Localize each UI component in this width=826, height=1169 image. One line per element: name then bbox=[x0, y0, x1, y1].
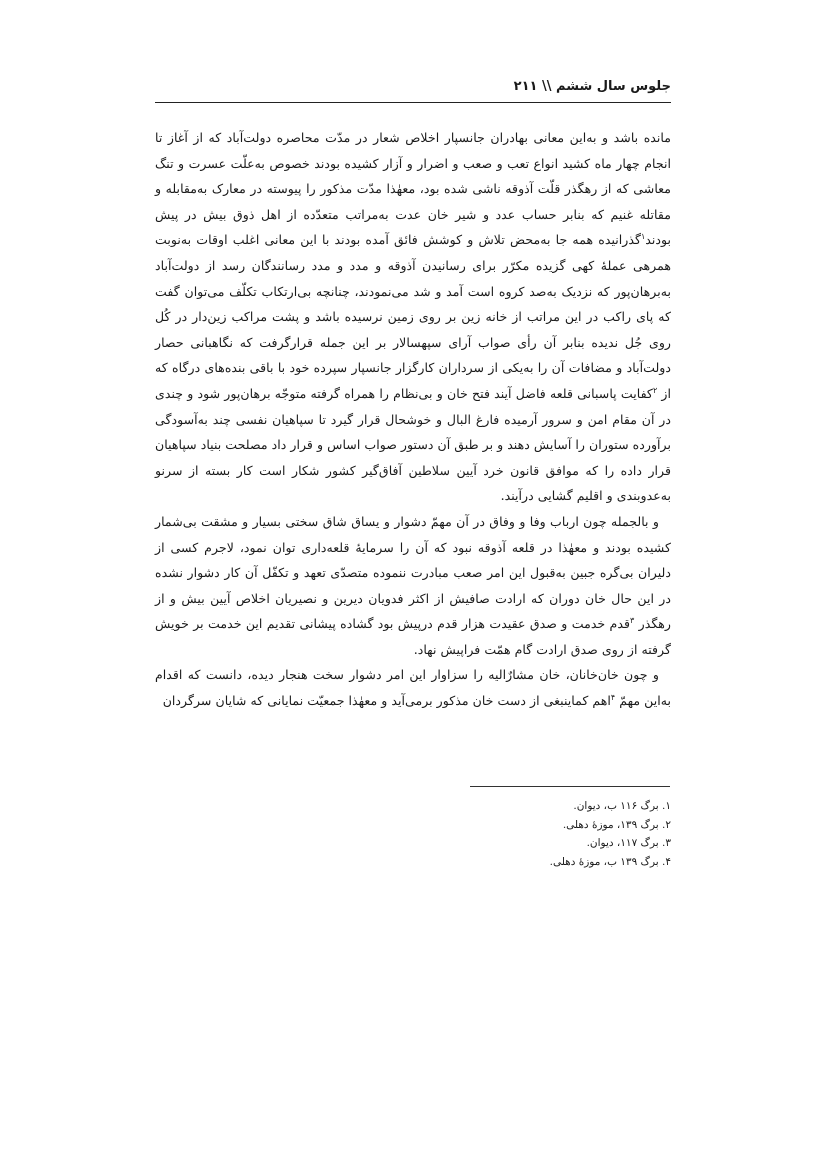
header-title: جلوس سال ششم \\ ۲۱۱ bbox=[513, 79, 671, 94]
footnote-4: ۴. برگ ۱۳۹ ب، موزهٔ دهلی. bbox=[549, 855, 671, 868]
footnote-ref-2: ۲ bbox=[652, 385, 658, 395]
paragraph-2-text-b: قدم خدمت و صدق عقیدت هزار قدم درپیش بود گشاده پیشانی تقدیم این خدمت بر خویش گرفته از روی صدق ارادت گام همّت فراپیش نهاد. bbox=[155, 616, 671, 657]
footnote-1: ۱. برگ ۱۱۶ ب، دیوان. bbox=[573, 800, 671, 812]
paragraph-2 bbox=[155, 509, 671, 663]
paragraph-1-text-b: گذرانیده همه جا به‌محض تلاش و کوشش فائق آمده بودند با این معانی اغلب اوقات به‌نوبت همرهی عملهٔ کهی گزیده مکرّر برای رسانیدن آذوقه و مدد و مدد رسانندگان رسد از دولت‌آباد به‌برهان‌پور که نزدیک به‌صد کروه است آمد و شد می‌نمودند، چنانچه بی‌ارتکاب تکلّف می‌توان گفت که پای راکب در این مراتب از خانه زین بر روی زمین نرسیده باشد و پشت مراکب زین‌دار در کُل روی جُل ندیده بنابر آن رأی صواب آرای سپهسالار بر این جمله قرارگرفت که نگاهبانی حصار دولت‌آباد و مضافات آن را به‌یکی از سرداران کارگزار جانسپار سپرده خود با باقی بنده‌های درگاه که از bbox=[155, 232, 671, 401]
footnote-divider bbox=[470, 786, 670, 787]
body-text bbox=[155, 125, 671, 714]
footnotes bbox=[371, 797, 671, 871]
footnote-ref-1: ۱ bbox=[640, 232, 646, 242]
paragraph-3-text-a: و چون خان‌خانان، خان مشارٌالیه را سزاوار این امر دشوار سخت هنجار دیده، دانست که اقدام به‌این مهمّ bbox=[155, 667, 671, 709]
paragraph-1-text-c: کفایت پاسبانی قلعه فاضل آیند فتح خان و بی‌نظام را همراه گرفته متوجّه برهان‌پور شود و چندی در آن مقام امن و سرور آرمیده فارغ البال و خوشحال قرار گیرد تا سپاهیان نفسی چند به‌آسودگی برآورده ستوران را آسایش دهند و بر طبق آن دستور صواب اساس و قرار داد مصلحت بنیاد سپاهیان قرار داده را که موافق قانون خرد آیین سلاطین آفاق‌گیر کشور شکار است کار بسته از سرنو به‌عدوبندی و اقلیم گشایی درآیند. bbox=[155, 385, 671, 504]
paragraph-1-text-a: مانده باشد و به‌این معانی بهادران جانسپار اخلاص شعار در مدّت محاصره دولت‌آباد که از آغاز تا انجام چهار ماه کشید انواع تعب و صعب و اضرار و آزار کشیده بودند خصوص به‌علّت عسرت و تنگ معاشی که از رهگذر قلّت آذوقه ناشی شده بود، معهٰذا مدّت مذکور را پیوسته در معارک به‌مقابله و مقاتله غنیم که بنابر حساب عدد و شیر خان عدت به‌مراتب متعدّده از اهل ذوق بیش در پیش بودند bbox=[155, 130, 671, 248]
running-header bbox=[155, 70, 671, 103]
footnote-ref-3: ۳ bbox=[630, 616, 635, 626]
footnote-2: ۲. برگ ۱۳۹، موزهٔ دهلی. bbox=[562, 818, 671, 831]
paragraph-3 bbox=[155, 662, 671, 713]
paragraph-2-text-a: و بالجمله چون ارباب وفا و وفاق در آن مهمّ دشوار و یساق شاق سختی بسیار و مشقت بی‌شمار کشیده بودند و معهٰذا در قلعه آذوقه نبود که آن را سرمایهٔ قلعه‌داری توان نمود، لاجرم کسی از دلیران بی‌گره جبین به‌قبول این امر صعب مبادرت ننموده متصدّی تعهد و تکفّل آن کار دشوار نشده در این حال خان دوران که ارادت صافیش از اکثر فدویان دیرین و نصیریان اخلاص آیین بیش و از رهگذر bbox=[155, 513, 672, 632]
paragraph-3-text-b: اهم کماینبغی از دست خان مذکور برمی‌آید و معهٰذا جمعیّت نمایانی که شایان سرگردان bbox=[162, 693, 611, 709]
footnote-3: ۳. برگ ۱۱۷، دیوان. bbox=[586, 837, 671, 849]
paragraph-1 bbox=[155, 125, 671, 509]
footnote-ref-4: ۴ bbox=[610, 692, 616, 702]
